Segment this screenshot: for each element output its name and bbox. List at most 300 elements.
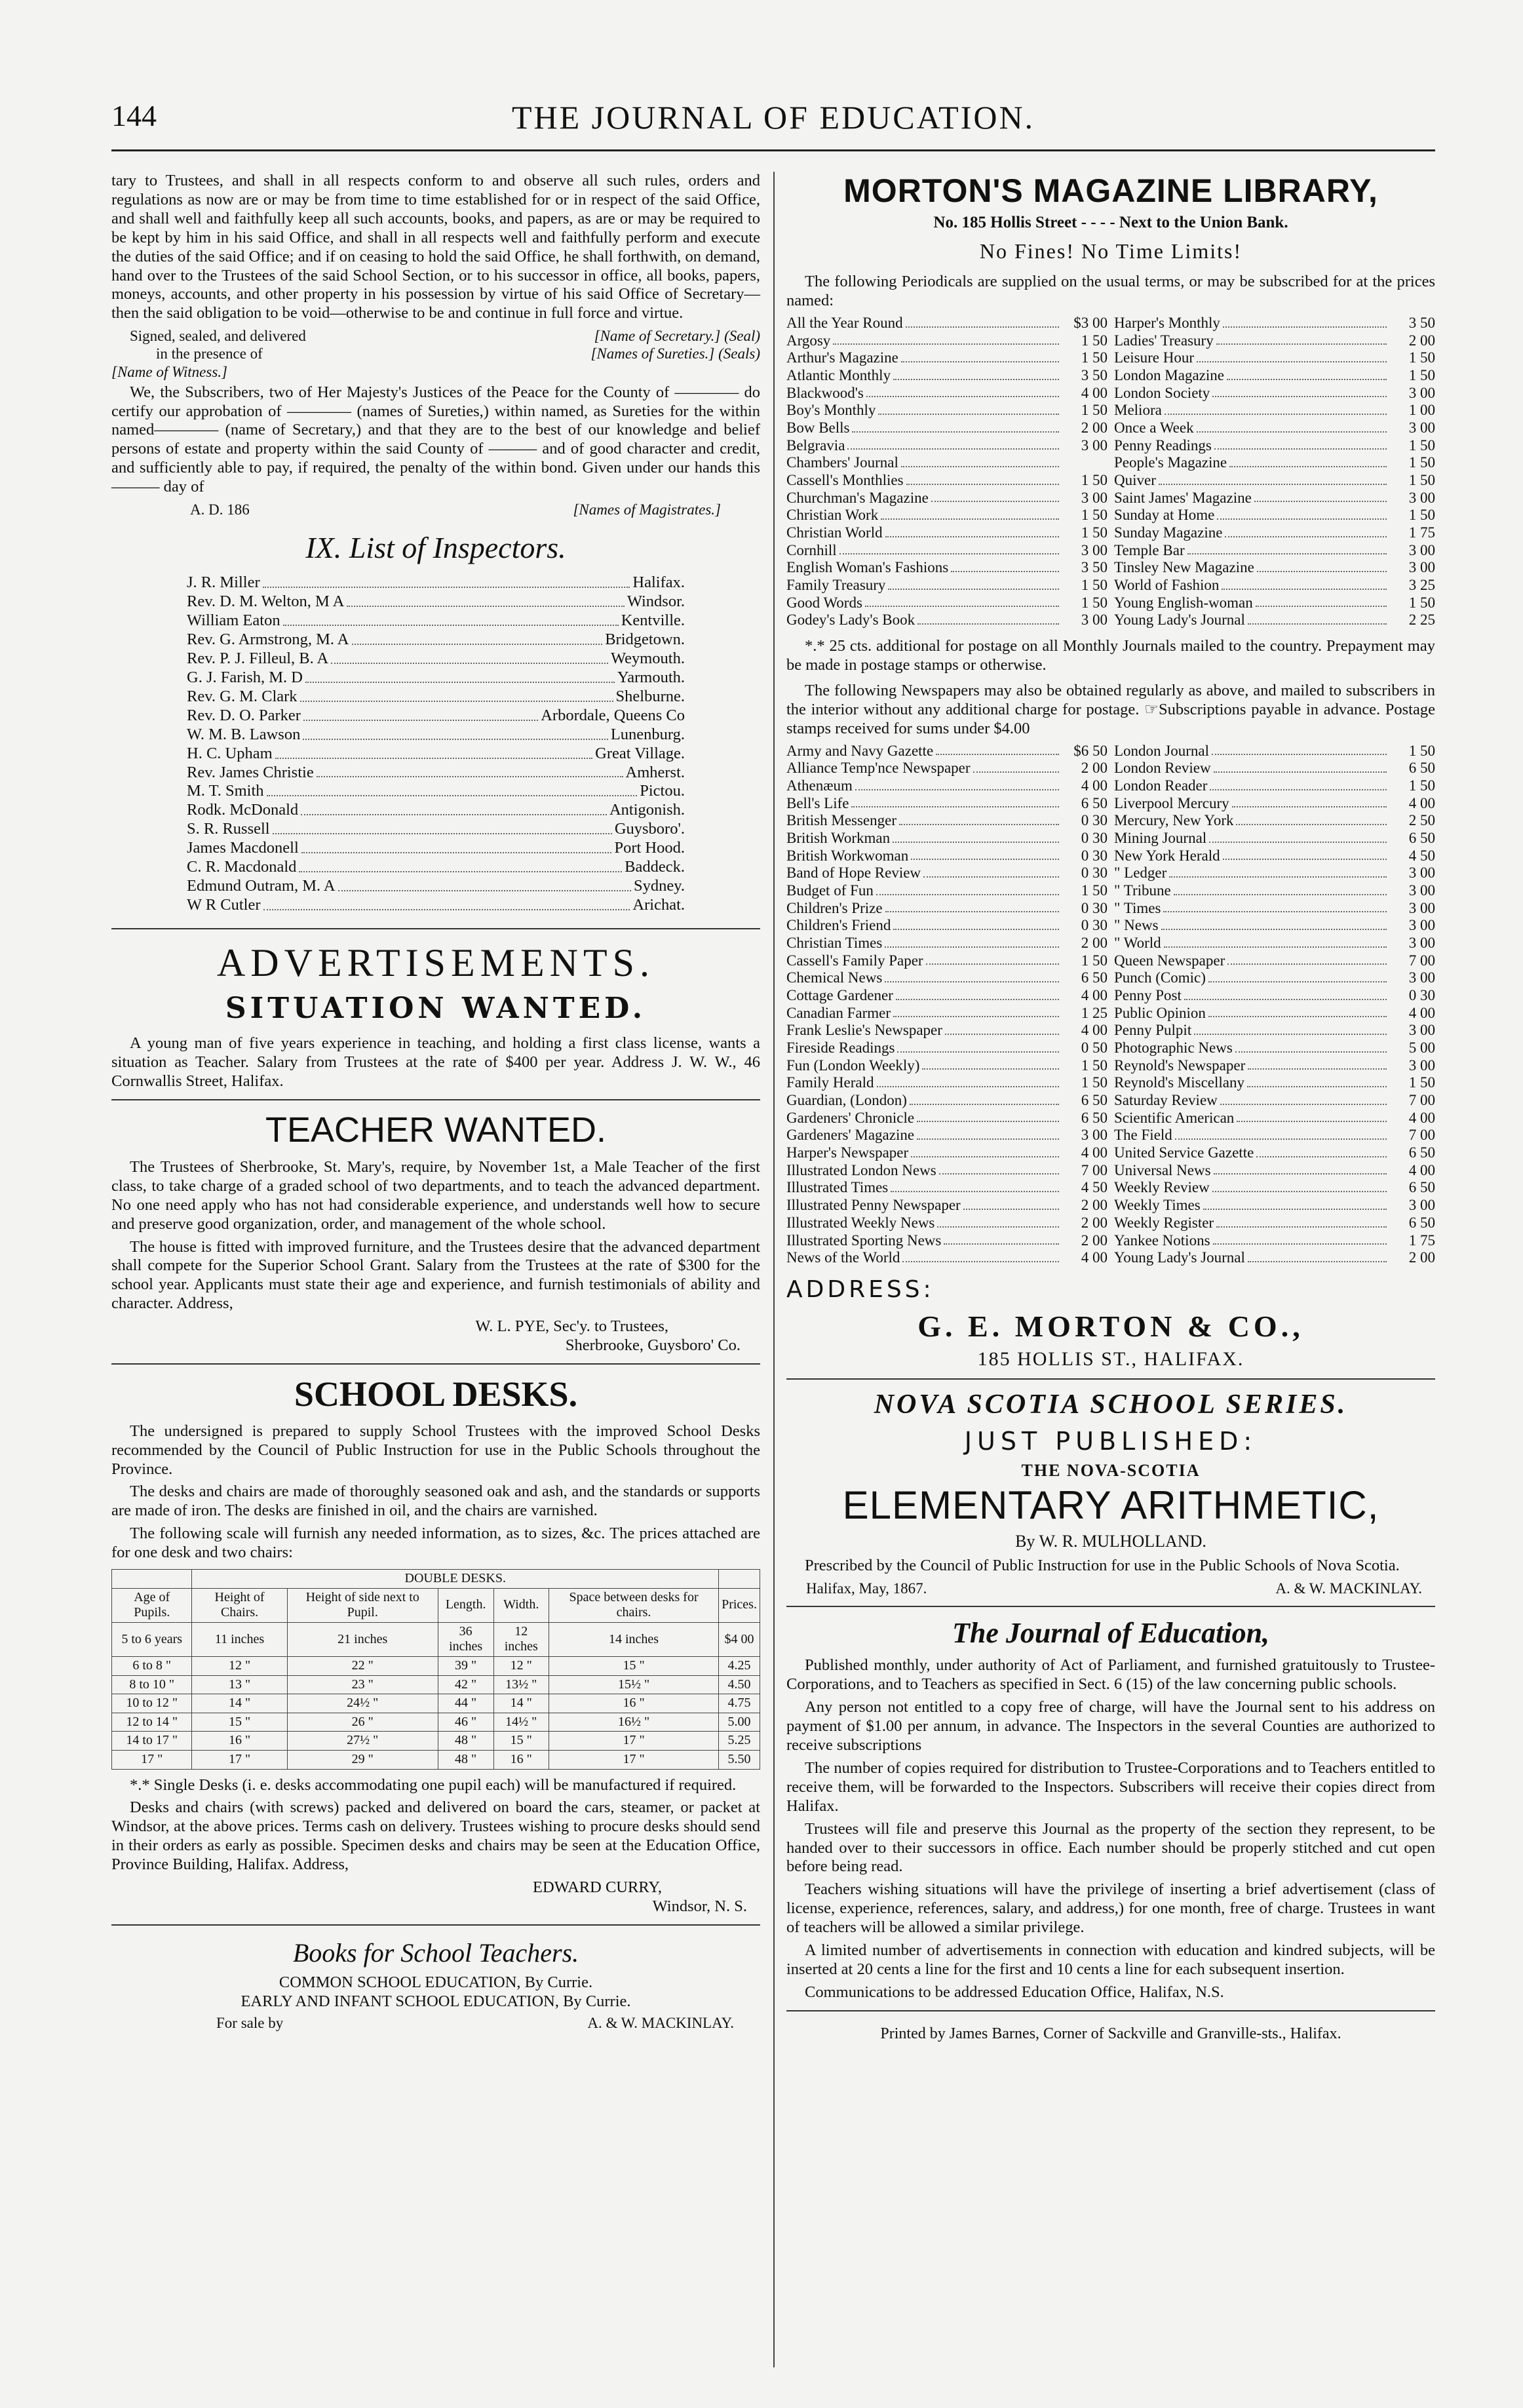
newspaper-row (786, 1092, 1108, 1110)
table-cell: 44 " (438, 1694, 493, 1713)
nova-scotia-label: THE NOVA-SCOTIA (1021, 1461, 1201, 1481)
newspaper-row (786, 935, 1108, 952)
newspaper-name: Cottage Gardener (786, 987, 893, 1004)
secretary-name: [Name of Secretary.] (Seal) (594, 328, 760, 345)
inspector-row (187, 896, 685, 915)
newspaper-name: " Tribune (1114, 882, 1171, 899)
table-cell: 4.25 (719, 1657, 760, 1676)
newspaper-price: 6 50 (1408, 760, 1435, 777)
dot-leader (1209, 830, 1387, 843)
newspaper-price: 4 50 (1081, 1179, 1108, 1196)
table-row (112, 1750, 760, 1769)
periodical-name: English Woman's Fashions (786, 559, 949, 576)
desks-text-2: The desks and chairs are made of thoroughly seasoned oak and ash, and the standards or supports are made of iron. The desks are finished in oil, and the chairs are varnished. (111, 1483, 760, 1520)
newspaper-price: 0 30 (1081, 847, 1108, 864)
dot-leader (1197, 419, 1387, 433)
inspector-place: Arbordale, Queens Co (541, 706, 685, 724)
inspector-place: Halifax. (632, 573, 685, 592)
newspaper-row (786, 917, 1108, 935)
bond-text: tary to Trustees, and shall in all respects conform to and observe all such rules, orders and regulations as now are or may be from time to time established for or in respect of the said Office, and shall well and faithfully keep all such accounts, books, and papers, as are or may be required to be kept by him in his said Office, and shall in all respects well and faithfully perform and execute the duties of the said Office; and if on ceasing to hold the said Office, he shall forthwith, on demand, hand over to the Trustees of the said School Section, or to his successor in office, all books, papers, moneys, accounts, and other property in his possession by virtue of his said Office of Secretary—then the said obligation to be void—otherwise to be and continue in full force and virtue. (111, 172, 760, 322)
prescribed-text: Prescribed by the Council of Public Instruction for use in the Public Schools of Nova Scotia. (805, 1557, 1400, 1575)
table-group-spacer (112, 1570, 192, 1589)
periodical-price: 3 50 (1081, 367, 1108, 384)
table-cell: 14 " (493, 1694, 549, 1713)
table-cell: $4 00 (719, 1622, 760, 1656)
newspaper-price: 4 00 (1408, 1161, 1435, 1178)
table-row (112, 1675, 760, 1694)
inspector-place: Kentville. (621, 612, 685, 630)
newspaper-name: London Reader (1114, 777, 1208, 794)
newspaper-price: 0 30 (1081, 917, 1108, 934)
dot-leader (855, 777, 1059, 790)
dot-leader (931, 490, 1059, 503)
newspaper-price: 6 50 (1081, 1109, 1108, 1126)
newspaper-name: Frank Leslie's Newspaper (786, 1022, 942, 1039)
newspaper-price: 7 00 (1408, 1127, 1435, 1144)
journal-paragraph-2: Any person not entitled to a copy free of charge, will have the Journal sent to his address on payment of $1.00 per annum, in advance. The Inspectors in the several Counties are authorized to receive subscriptions (786, 1698, 1435, 1755)
morton-company: G. E. MORTON & CO., (917, 1310, 1304, 1344)
dot-leader (885, 969, 1059, 982)
table-cell: 27½ " (287, 1732, 438, 1751)
newspaper-price: 0 30 (1081, 812, 1108, 829)
newspaper-price: 2 00 (1081, 760, 1108, 777)
periodical-name: Blackwood's (786, 384, 864, 401)
newspaper-price: 2 00 (1408, 1249, 1435, 1266)
dot-leader (1159, 472, 1387, 485)
table-cell: 12 to 14 " (112, 1713, 192, 1732)
newspaper-row (786, 1197, 1108, 1214)
periodical-price: 3 50 (1408, 315, 1435, 332)
dot-leader (1223, 847, 1387, 861)
table-cell: 8 to 10 " (112, 1675, 192, 1694)
periodical-price: 3 00 (1081, 437, 1108, 454)
newspaper-price: 3 00 (1408, 1022, 1435, 1039)
newspaper-price: 4 00 (1408, 1109, 1435, 1126)
newspaper-name: Illustrated London News (786, 1161, 936, 1178)
periodicals-intro: The following Periodicals are supplied on the usual terms, or may be subscribed for at the prices named: (786, 273, 1435, 310)
printer-line: Printed by James Barnes, Corner of Sackville and Granville-sts., Halifax. (880, 2025, 1341, 2042)
newspaper-name: Weekly Times (1114, 1197, 1201, 1214)
periodical-row (1114, 367, 1435, 385)
dot-leader (891, 1179, 1059, 1192)
dot-leader (1165, 402, 1387, 415)
periodical-name: Cassell's Monthlies (786, 472, 904, 489)
newspaper-row (786, 1179, 1108, 1197)
periodical-row (1114, 542, 1435, 560)
running-head (111, 98, 1435, 144)
desks-note: *.* Single Desks (i. e. desks accommodating one pupil each) will be manufactured if required. (130, 1776, 737, 1794)
dot-leader (906, 315, 1059, 328)
inspector-place: Lunenburg. (610, 725, 685, 743)
dot-leader (1223, 315, 1387, 328)
newspaper-name: Mercury, New York (1114, 812, 1234, 829)
periodical-row (1114, 507, 1435, 524)
newspaper-price: 2 00 (1081, 1214, 1108, 1231)
dot-leader (1256, 1144, 1387, 1157)
dot-leader (893, 1005, 1059, 1018)
periodical-row (1114, 315, 1435, 332)
periodical-price: 3 00 (1081, 541, 1108, 558)
dot-leader (1174, 882, 1387, 895)
newspaper-name: Budget of Fun (786, 882, 874, 899)
inspector-name: Rev. D. M. Welton, M A (187, 592, 345, 611)
newspaper-name: New York Herald (1114, 847, 1220, 864)
dot-leader (273, 820, 612, 834)
newspaper-price: 0 50 (1081, 1039, 1108, 1057)
periodical-price: 3 00 (1408, 384, 1435, 401)
newspaper-row (1114, 987, 1435, 1005)
desk-size-table (111, 1569, 760, 1770)
dot-leader (923, 864, 1059, 878)
newspaper-name: Family Herald (786, 1074, 874, 1091)
dot-leader (303, 726, 607, 740)
periodical-price: 1 50 (1408, 454, 1435, 471)
newspaper-name: Fun (London Weekly) (786, 1057, 920, 1074)
newspaper-price: 4 00 (1408, 1004, 1435, 1021)
table-cell: 17 " (549, 1750, 719, 1769)
periodical-price: 1 75 (1408, 524, 1435, 541)
newspaper-row (786, 1144, 1108, 1162)
journal-of-education-heading: The Journal of Education, (952, 1616, 1270, 1649)
table-cell: 14 " (192, 1694, 287, 1713)
divider (111, 928, 760, 929)
dot-leader (1210, 777, 1387, 790)
table-cell: 15 " (192, 1713, 287, 1732)
newspaper-row (786, 1249, 1108, 1267)
newspaper-name: Alliance Temp'nce Newspaper (786, 760, 971, 777)
table-cell: 36 inches (438, 1622, 493, 1656)
dot-leader (911, 847, 1059, 861)
inspector-row (187, 726, 685, 745)
newspaper-price: 2 00 (1081, 935, 1108, 952)
dot-leader (1184, 987, 1387, 1000)
newspaper-row (786, 1232, 1108, 1250)
dot-leader (303, 707, 538, 721)
newspaper-row (1114, 1022, 1435, 1039)
dot-leader (973, 760, 1059, 773)
table-cell: 15 " (549, 1657, 719, 1676)
periodical-name: Quiver (1114, 472, 1156, 489)
newspaper-row (786, 1057, 1108, 1075)
inspector-place: Sydney. (633, 876, 685, 895)
dot-leader (917, 612, 1059, 625)
periodical-name: London Society (1114, 384, 1210, 401)
newspaper-name: News of the World (786, 1249, 900, 1266)
periodical-row (786, 419, 1108, 437)
prescribed-publisher: A. & W. MACKINLAY. (1275, 1580, 1422, 1597)
periodical-price: 3 00 (1408, 419, 1435, 437)
newspaper-name: Weekly Review (1114, 1179, 1210, 1196)
dot-leader (910, 1092, 1059, 1105)
newspaper-name: Children's Prize (786, 899, 883, 916)
newspaper-price: 3 00 (1408, 899, 1435, 916)
journal-paragraph-1: Published monthly, under authority of Act of Parliament, and furnished gratuitously to Trustee-Corporations, and to Teachers as specified in Sect. 6 (15) of the law concerning public schools. (786, 1656, 1435, 1694)
witness-name: [Name of Witness.] (111, 363, 227, 380)
table-cell: 10 to 12 " (112, 1694, 192, 1713)
periodical-price: 2 00 (1408, 332, 1435, 349)
newspaper-price: 1 25 (1081, 1004, 1108, 1021)
dot-leader (1194, 1022, 1387, 1035)
inspector-place: Baddeck. (625, 858, 685, 876)
inspector-place: Amherst. (625, 763, 685, 781)
newspaper-price: 7 00 (1408, 1092, 1435, 1109)
newspaper-price: $6 50 (1073, 742, 1108, 759)
newspaper-price: 3 00 (1408, 1197, 1435, 1214)
newspaper-row (1114, 777, 1435, 795)
periodical-price: 1 50 (1408, 349, 1435, 366)
desks-signature-2: Windsor, N. S. (652, 1897, 747, 1915)
periodical-row (786, 315, 1108, 332)
journal-paragraph-3: The number of copies required for distribution to Trustee-Corporations and to Teachers entitled to receive them, will be forwarded to the Inspectors. Subscribers will receive their copies direct from Halifax. (786, 1758, 1435, 1815)
newspaper-name: Chemical News (786, 969, 883, 986)
newspaper-row (1114, 1074, 1435, 1092)
newspaper-name: British Workman (786, 830, 891, 847)
inspector-row (187, 820, 685, 839)
periodical-row (786, 437, 1108, 455)
periodical-name: People's Magazine (1114, 454, 1227, 471)
header-rule (111, 149, 1435, 151)
periodical-price: 2 25 (1408, 612, 1435, 629)
periodical-price: 3 50 (1081, 559, 1108, 576)
newspaper-row (786, 864, 1108, 882)
books-line-2: EARLY AND INFANT SCHOOL EDUCATION, By Currie. (241, 1992, 631, 2010)
periodical-name: Boy's Monthly (786, 402, 876, 419)
newspaper-row (1114, 830, 1435, 847)
dot-leader (263, 896, 630, 910)
desks-text-3: The following scale will furnish any needed information, as to sizes, &c. The prices attached are for one desk and two chairs: (111, 1524, 760, 1562)
dot-leader (926, 952, 1059, 965)
newspaper-name: Public Opinion (1114, 1004, 1206, 1021)
table-group-spacer (719, 1570, 760, 1589)
periodicals-right (1114, 315, 1435, 629)
dot-leader (896, 987, 1059, 1000)
newspaper-price: 2 50 (1408, 812, 1435, 829)
table-row (112, 1732, 760, 1751)
newspaper-row (1114, 743, 1435, 760)
dot-leader (877, 1074, 1060, 1087)
newspaper-row (1114, 882, 1435, 900)
morton-street: 185 HOLLIS ST., HALIFAX. (977, 1348, 1244, 1370)
newspaper-name: " News (1114, 917, 1159, 934)
periodical-row (1114, 349, 1435, 367)
we-paragraph: We, the Subscribers, two of Her Majesty's Justices of the Peace for the County of ———— do certify our approbation of ———— (names of Sureties,) within named, as Sureties for the within named———— (name of Secretary,) and that they are to the best of our knowledge and belief persons of estate and property within the said County of ——— and of good character and credit, and sufficiently able to pay, if required, the penalty of the within bond. Given under our hands this ——— day of (111, 383, 760, 496)
dot-leader (1212, 743, 1387, 756)
newspaper-row (1114, 969, 1435, 987)
periodical-price (1062, 454, 1108, 472)
periodical-price: 1 50 (1081, 349, 1108, 366)
newspaper-price: 1 50 (1408, 777, 1435, 794)
divider (786, 2010, 1435, 2011)
periodical-price: 2 00 (1081, 419, 1108, 437)
newspaper-row (786, 777, 1108, 795)
newspaper-row (1114, 1039, 1435, 1057)
table-cell: 11 inches (192, 1622, 287, 1656)
newspapers-left (786, 743, 1108, 1267)
journal-paragraph-4: Trustees will file and preserve this Journal as the property of the section they represent, to be handed over to their successors in office. Each number should be properly stitched and cut open before being read. (786, 1819, 1435, 1876)
dot-leader (851, 795, 1059, 808)
newspaper-name: Reynold's Newspaper (1114, 1057, 1246, 1074)
divider (111, 1924, 760, 1926)
books-sale-row (111, 2014, 760, 2032)
dot-leader (263, 573, 630, 588)
periodical-name: Arthur's Magazine (786, 349, 898, 366)
newspaper-name: British Messenger (786, 812, 897, 829)
dot-leader (267, 782, 638, 796)
periodical-price: 1 50 (1081, 577, 1108, 594)
periodical-row (786, 490, 1108, 507)
inspector-place: Arichat. (632, 895, 685, 914)
newspaper-row (786, 1127, 1108, 1144)
periodical-price: 1 50 (1081, 524, 1108, 541)
teacher-wanted-heading: TEACHER WANTED. (265, 1110, 606, 1150)
periodical-price: 1 50 (1081, 507, 1108, 524)
periodical-price: 1 50 (1408, 472, 1435, 489)
newspaper-name: The Field (1114, 1127, 1172, 1144)
table-header-cell: Length. (438, 1588, 493, 1622)
periodical-price: 1 50 (1081, 332, 1108, 349)
periodical-price: 3 00 (1081, 612, 1108, 629)
newspaper-row (1114, 1092, 1435, 1110)
newspaper-row (786, 830, 1108, 847)
journal-paragraph-5: Teachers wishing situations will have the privilege of inserting a brief advertisement (class of license, experience, references, salary, and address,) for one month, free of charge. Trustees in want of teachers will be allowed a similar privilege. (786, 1880, 1435, 1937)
dot-leader (1187, 542, 1387, 555)
newspaper-name: " World (1114, 935, 1161, 952)
dot-leader (888, 577, 1059, 590)
periodicals-list (786, 315, 1435, 629)
teacher-signature-1: W. L. PYE, Sec'y. to Trustees, (475, 1317, 668, 1336)
periodical-row (786, 367, 1108, 385)
dot-leader (1232, 795, 1387, 808)
just-published: JUST PUBLISHED: (964, 1426, 1258, 1456)
table-cell: 16 " (493, 1750, 549, 1769)
books-seller: A. & W. MACKINLAY. (587, 2014, 734, 2031)
newspaper-name: Queen Newspaper (1114, 952, 1225, 969)
inspector-place: Antigonish. (609, 801, 685, 819)
inspector-row (187, 688, 685, 707)
inspector-row (187, 650, 685, 669)
newspaper-name: Illustrated Penny Newspaper (786, 1197, 961, 1214)
dot-leader (945, 1022, 1059, 1035)
periodical-price: 3 00 (1081, 489, 1108, 506)
dot-leader (878, 402, 1059, 415)
periodical-name: Chambers' Journal (786, 454, 898, 471)
table-cell: 14 to 17 " (112, 1732, 192, 1751)
dot-leader (852, 419, 1059, 433)
dot-leader (937, 1214, 1059, 1228)
dot-leader (876, 882, 1059, 895)
newspaper-row (786, 1039, 1108, 1057)
table-header-row (112, 1588, 760, 1622)
newspaper-row (1114, 917, 1435, 935)
periodical-name: Once a Week (1114, 419, 1194, 437)
table-cell: 14½ " (493, 1713, 549, 1732)
newspaper-row (786, 1162, 1108, 1180)
newspaper-price: 4 00 (1081, 1144, 1108, 1161)
newspapers-right (1114, 743, 1435, 1267)
periodical-row (786, 349, 1108, 367)
bond-signatures (111, 327, 760, 380)
books-line-1: COMMON SCHOOL EDUCATION, By Currie. (279, 1973, 593, 1992)
dot-leader (893, 917, 1059, 930)
newspaper-price: 3 00 (1408, 882, 1435, 899)
periodical-price: 1 00 (1408, 402, 1435, 419)
periodical-row (1114, 402, 1435, 419)
newspaper-price: 4 00 (1408, 794, 1435, 811)
periodical-row (1114, 385, 1435, 402)
dot-leader (1227, 367, 1387, 380)
newspaper-name: Fireside Readings (786, 1039, 895, 1057)
newspaper-name: Illustrated Weekly News (786, 1214, 935, 1231)
advertisements-heading: ADVERTISEMENTS. (216, 941, 655, 984)
newspaper-price: 4 00 (1081, 1022, 1108, 1039)
dot-leader (951, 559, 1059, 572)
dot-leader (331, 650, 608, 664)
newspaper-row (786, 847, 1108, 865)
inspector-name: Rev. G. M. Clark (187, 687, 298, 705)
dot-leader (885, 524, 1059, 537)
newspaper-price: 6 50 (1081, 969, 1108, 986)
table-cell: 5.25 (719, 1732, 760, 1751)
table-cell: 22 " (287, 1657, 438, 1676)
periodical-row (786, 577, 1108, 594)
morton-heading: MORTON'S MAGAZINE LIBRARY, (843, 172, 1378, 209)
newspaper-row (1114, 1057, 1435, 1075)
journal-title: THE JOURNAL OF EDUCATION. (511, 99, 1035, 136)
dot-leader (1220, 1092, 1387, 1105)
table-cell: 39 " (438, 1657, 493, 1676)
dot-leader (301, 801, 607, 815)
periodical-row (1114, 490, 1435, 507)
dot-leader (1248, 1249, 1387, 1262)
teacher-text-1: The Trustees of Sherbrooke, St. Mary's, require, by November 1st, a Male Teacher of the first class, to take charge of a graded school of two departments, and to teach the advanced department. No one need apply who has not had considerable experience, and understands well how to secure and preserve good organization, order, and management of the whole school. (111, 1157, 760, 1233)
newspaper-name: Scientific American (1114, 1109, 1235, 1126)
magistrates-names: [Names of Magistrates.] (573, 501, 721, 518)
periodical-name: Cornhill (786, 541, 837, 558)
dot-leader (347, 592, 625, 607)
inspector-row (187, 877, 685, 896)
inspector-row (187, 801, 685, 820)
newspaper-price: 0 30 (1081, 830, 1108, 847)
dot-leader (1203, 1197, 1387, 1210)
dot-leader (917, 1110, 1059, 1123)
table-cell: 48 " (438, 1732, 493, 1751)
table-row (112, 1713, 760, 1732)
inspectors-heading: IX. List of Inspectors. (305, 531, 566, 565)
newspaper-row (1114, 1232, 1435, 1250)
table-cell: 16 " (192, 1732, 287, 1751)
newspaper-name: " Times (1114, 899, 1161, 916)
periodical-name: London Magazine (1114, 367, 1224, 384)
desks-text-1: The undersigned is prepared to supply School Trustees with the improved School Desks recommended by the Council of Public Instruction for use in the Public Schools throughout the Province. (111, 1422, 760, 1478)
inspector-place: Shelburne. (615, 687, 685, 705)
dot-leader (881, 507, 1059, 520)
periodical-row (786, 385, 1108, 402)
dot-leader (1222, 577, 1387, 590)
inspector-name: G. J. Farish, M. D (187, 668, 303, 686)
newspaper-price: 7 00 (1081, 1161, 1108, 1178)
table-cell: 13½ " (493, 1675, 549, 1694)
dot-leader (1214, 1162, 1387, 1175)
newspaper-price: 2 00 (1081, 1197, 1108, 1214)
newspaper-row (786, 952, 1108, 970)
periodical-row (786, 332, 1108, 350)
newspaper-name: Liverpool Mercury (1114, 794, 1229, 811)
dot-leader (1225, 524, 1387, 537)
dot-leader (897, 1039, 1059, 1053)
periodical-row (1114, 524, 1435, 542)
address-label: ADDRESS: (786, 1275, 935, 1303)
dot-leader (1256, 594, 1387, 608)
